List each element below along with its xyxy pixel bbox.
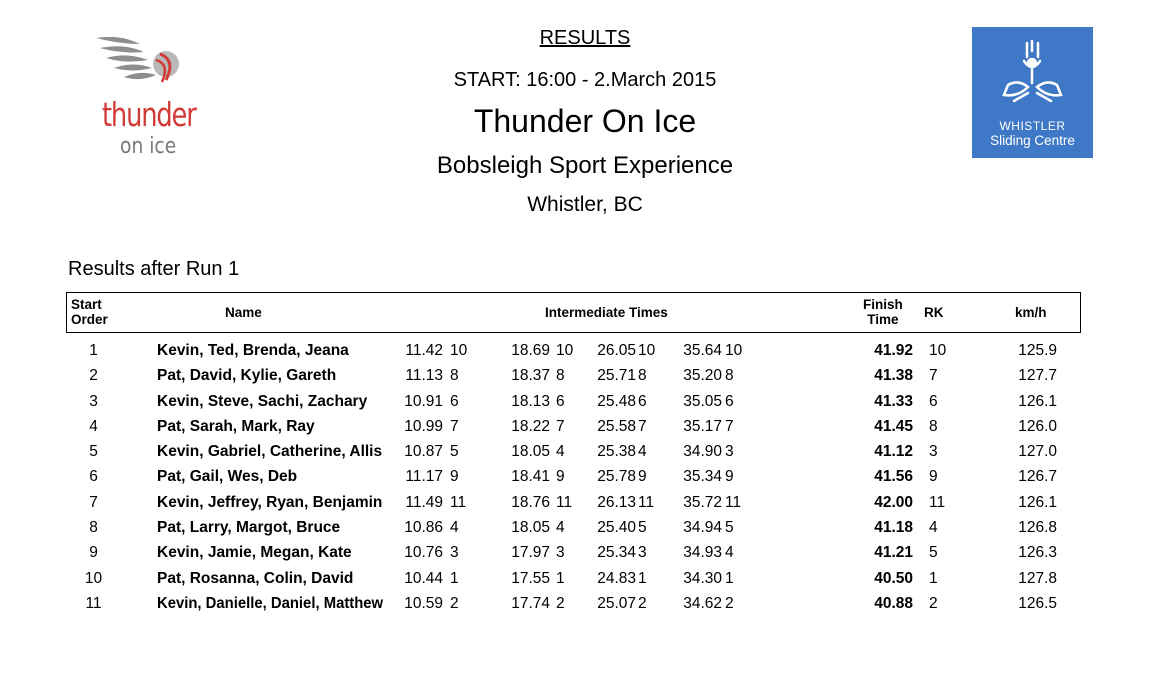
intermediate-rank-2: 3 <box>556 544 565 562</box>
intermediate-time-3: 25.71 <box>597 367 636 385</box>
intermediate-time-4: 34.30 <box>683 569 722 587</box>
finish-rank-cell: 5 <box>929 544 938 562</box>
intermediate-time-1: 11.13 <box>405 367 443 385</box>
intermediate-time-2: 18.37 <box>511 367 550 385</box>
start-order-cell: 5 <box>89 443 98 461</box>
start-order-cell: 7 <box>89 493 98 511</box>
speed-cell: 127.0 <box>1018 443 1057 461</box>
intermediate-time-2: 18.22 <box>511 417 550 435</box>
column-header-start-line2: Order <box>71 312 108 327</box>
intermediate-rank-1: 2 <box>450 594 459 612</box>
finish-time-cell: 41.33 <box>874 392 913 410</box>
speed-cell: 126.7 <box>1018 468 1057 486</box>
start-order-cell: 9 <box>89 544 98 562</box>
intermediate-time-3: 25.78 <box>597 468 636 486</box>
speed-cell: 127.7 <box>1018 367 1057 385</box>
start-order-cell: 3 <box>89 392 98 410</box>
intermediate-rank-2: 4 <box>556 519 565 537</box>
logo-text-sliding-centre: Sliding Centre <box>990 133 1075 148</box>
table-row <box>66 367 1081 392</box>
intermediate-rank-3: 4 <box>638 443 647 461</box>
start-order-cell: 1 <box>89 342 98 359</box>
speed-cell: 126.5 <box>1018 594 1057 612</box>
intermediate-time-1: 11.49 <box>405 493 443 511</box>
intermediate-rank-2: 9 <box>556 468 565 486</box>
intermediate-rank-1: 6 <box>450 392 459 410</box>
intermediate-rank-1: 10 <box>450 342 468 359</box>
table-row <box>66 468 1081 493</box>
intermediate-rank-2: 1 <box>556 569 565 587</box>
intermediate-rank-1: 5 <box>450 443 459 461</box>
intermediate-time-2: 18.76 <box>511 493 550 511</box>
intermediate-rank-2: 10 <box>556 342 574 359</box>
table-row <box>66 544 1081 569</box>
intermediate-time-1: 11.42 <box>405 342 443 359</box>
intermediate-time-4: 34.94 <box>683 519 722 537</box>
speed-cell: 126.8 <box>1018 519 1057 537</box>
logo-wordmark-on-ice: on ice <box>120 134 177 159</box>
intermediate-rank-1: 11 <box>450 493 467 511</box>
intermediate-rank-3: 7 <box>638 417 647 435</box>
finish-time-cell: 41.38 <box>874 367 913 385</box>
intermediate-rank-4: 10 <box>725 342 743 359</box>
intermediate-rank-1: 7 <box>450 417 459 435</box>
speed-cell: 126.3 <box>1018 544 1057 562</box>
intermediate-rank-1: 1 <box>450 569 459 587</box>
column-header-finish-time <box>863 297 903 327</box>
start-order-cell: 11 <box>85 594 102 612</box>
intermediate-time-1: 10.91 <box>404 392 443 410</box>
intermediate-time-2: 18.13 <box>511 392 550 410</box>
speed-cell: 126.0 <box>1018 417 1057 435</box>
intermediate-time-3: 25.48 <box>597 392 636 410</box>
finish-rank-cell: 10 <box>929 342 947 359</box>
intermediate-rank-2: 7 <box>556 417 565 435</box>
intermediate-rank-2: 11 <box>556 493 573 511</box>
table-body <box>66 342 1081 620</box>
intermediate-rank-3: 3 <box>638 544 647 562</box>
intermediate-time-4: 35.05 <box>683 392 722 410</box>
intermediate-time-4: 35.20 <box>683 367 722 385</box>
intermediate-rank-2: 8 <box>556 367 565 385</box>
intermediate-time-1: 10.86 <box>404 519 443 537</box>
table-row <box>66 418 1081 443</box>
intermediate-time-3: 25.40 <box>597 519 636 537</box>
intermediate-rank-3: 6 <box>638 392 647 410</box>
table-row <box>66 570 1081 595</box>
finish-rank-cell: 7 <box>929 367 938 385</box>
intermediate-rank-1: 4 <box>450 519 459 537</box>
table-row <box>66 494 1081 519</box>
column-header-finish-line1: Finish <box>863 297 903 312</box>
column-header-speed: km/h <box>1015 305 1047 320</box>
intermediate-time-3: 25.07 <box>597 594 636 612</box>
speed-cell: 126.1 <box>1018 493 1057 511</box>
start-order-cell: 2 <box>89 367 98 385</box>
column-header-intermediate-times: Intermediate Times <box>545 305 668 320</box>
intermediate-rank-3: 9 <box>638 468 647 486</box>
finish-time-cell: 40.50 <box>874 569 913 587</box>
finish-rank-cell: 11 <box>929 493 946 511</box>
event-title: Thunder On Ice <box>473 103 697 139</box>
team-name-cell: Kevin, Jeffrey, Ryan, Benjamin <box>157 493 383 511</box>
team-name-cell: Pat, David, Kylie, Gareth <box>157 367 337 385</box>
speed-cell: 125.9 <box>1018 342 1057 359</box>
team-name-cell: Kevin, Steve, Sachi, Zachary <box>157 392 368 410</box>
team-name-cell: Pat, Gail, Wes, Deb <box>157 468 298 486</box>
intermediate-time-2: 18.41 <box>511 468 550 486</box>
intermediate-time-2: 18.69 <box>511 342 550 359</box>
table-row <box>66 595 1081 620</box>
start-order-cell: 4 <box>89 417 98 435</box>
intermediate-time-1: 11.17 <box>405 468 443 486</box>
intermediate-rank-4: 5 <box>725 519 734 537</box>
intermediate-rank-4: 6 <box>725 392 734 410</box>
finish-time-cell: 41.92 <box>874 342 913 359</box>
intermediate-time-3: 25.34 <box>597 544 636 562</box>
column-header-name: Name <box>225 305 262 320</box>
finish-time-cell: 41.21 <box>874 544 913 562</box>
finish-rank-cell: 6 <box>929 392 938 410</box>
event-location: Whistler, BC <box>527 193 643 216</box>
intermediate-rank-2: 2 <box>556 594 565 612</box>
finish-time-cell: 42.00 <box>874 493 913 511</box>
intermediate-time-2: 17.74 <box>511 594 550 612</box>
finish-rank-cell: 2 <box>929 594 938 612</box>
intermediate-rank-1: 3 <box>450 544 459 562</box>
table-row <box>66 443 1081 468</box>
intermediate-rank-3: 10 <box>638 342 656 359</box>
intermediate-time-4: 35.72 <box>683 493 722 511</box>
finish-time-cell: 41.45 <box>874 417 913 435</box>
intermediate-time-1: 10.99 <box>404 417 443 435</box>
speed-cell: 126.1 <box>1018 392 1057 410</box>
intermediate-time-1: 10.87 <box>404 443 443 461</box>
team-name-cell: Pat, Larry, Margot, Bruce <box>157 519 341 537</box>
team-name-cell: Pat, Rosanna, Colin, David <box>157 569 354 587</box>
start-order-cell: 10 <box>84 569 103 587</box>
column-header-rank: RK <box>924 305 944 320</box>
intermediate-time-4: 35.34 <box>683 468 722 486</box>
intermediate-rank-2: 4 <box>556 443 565 461</box>
intermediate-rank-4: 9 <box>725 468 734 486</box>
intermediate-time-4: 34.62 <box>683 594 722 612</box>
intermediate-time-2: 18.05 <box>511 519 550 537</box>
finish-rank-cell: 8 <box>929 417 938 435</box>
intermediate-time-2: 17.55 <box>511 569 550 587</box>
column-header-finish-line2: Time <box>867 312 899 327</box>
finish-rank-cell: 4 <box>929 519 938 537</box>
finish-time-cell: 41.12 <box>874 443 913 461</box>
team-name-cell: Kevin, Gabriel, Catherine, Allis <box>157 443 383 461</box>
table-row <box>66 342 1081 367</box>
results-heading: RESULTS <box>539 27 631 49</box>
intermediate-rank-4: 4 <box>725 544 734 562</box>
intermediate-time-2: 18.05 <box>511 443 550 461</box>
intermediate-rank-4: 3 <box>725 443 734 461</box>
intermediate-time-1: 10.59 <box>404 594 443 612</box>
intermediate-time-4: 35.64 <box>683 342 722 359</box>
column-header-start-line1: Start <box>71 297 102 312</box>
finish-rank-cell: 3 <box>929 443 938 461</box>
intermediate-rank-3: 11 <box>638 493 655 511</box>
team-name-cell: Kevin, Danielle, Daniel, Matthew <box>157 594 384 612</box>
finish-time-cell: 41.56 <box>874 468 913 486</box>
intermediate-rank-1: 8 <box>450 367 459 385</box>
finish-rank-cell: 1 <box>929 569 938 587</box>
finish-time-cell: 40.88 <box>874 594 913 612</box>
intermediate-time-4: 34.90 <box>683 443 722 461</box>
intermediate-rank-4: 11 <box>725 493 742 511</box>
intermediate-time-3: 26.05 <box>597 342 636 359</box>
section-title: Results after Run 1 <box>68 258 240 280</box>
intermediate-rank-2: 6 <box>556 392 565 410</box>
intermediate-time-4: 35.17 <box>683 417 722 435</box>
intermediate-rank-3: 2 <box>638 594 647 612</box>
speed-cell: 127.8 <box>1018 569 1057 587</box>
intermediate-rank-3: 8 <box>638 367 647 385</box>
intermediate-time-4: 34.93 <box>683 544 722 562</box>
intermediate-time-3: 25.58 <box>597 417 636 435</box>
intermediate-time-1: 10.76 <box>404 544 443 562</box>
team-name-cell: Kevin, Jamie, Megan, Kate <box>157 544 352 562</box>
start-order-cell: 8 <box>89 519 98 537</box>
start-order-cell: 6 <box>89 468 98 486</box>
table-row <box>66 519 1081 544</box>
intermediate-rank-1: 9 <box>450 468 459 486</box>
intermediate-time-3: 24.83 <box>597 569 636 587</box>
logo-wordmark-thunder: thunder <box>102 95 196 134</box>
intermediate-time-3: 26.13 <box>597 493 636 511</box>
event-subtitle: Bobsleigh Sport Experience <box>436 152 734 179</box>
table-header <box>66 292 1081 333</box>
intermediate-rank-4: 1 <box>725 569 734 587</box>
logo-text-whistler: WHISTLER <box>999 119 1066 133</box>
intermediate-rank-3: 1 <box>638 569 647 587</box>
intermediate-rank-4: 2 <box>725 594 734 612</box>
intermediate-rank-3: 5 <box>638 519 647 537</box>
intermediate-time-2: 17.97 <box>511 544 550 562</box>
intermediate-time-1: 10.44 <box>404 569 443 587</box>
start-time: START: 16:00 - 2.March 2015 <box>453 69 717 91</box>
intermediate-rank-4: 7 <box>725 417 734 435</box>
table-row <box>66 393 1081 418</box>
finish-rank-cell: 9 <box>929 468 938 486</box>
intermediate-rank-4: 8 <box>725 367 734 385</box>
results-table <box>66 292 1081 620</box>
intermediate-time-3: 25.38 <box>597 443 636 461</box>
column-header-start-order <box>71 297 108 327</box>
team-name-cell: Kevin, Ted, Brenda, Jeana <box>157 342 349 359</box>
team-name-cell: Pat, Sarah, Mark, Ray <box>157 417 315 435</box>
finish-time-cell: 41.18 <box>874 519 913 537</box>
